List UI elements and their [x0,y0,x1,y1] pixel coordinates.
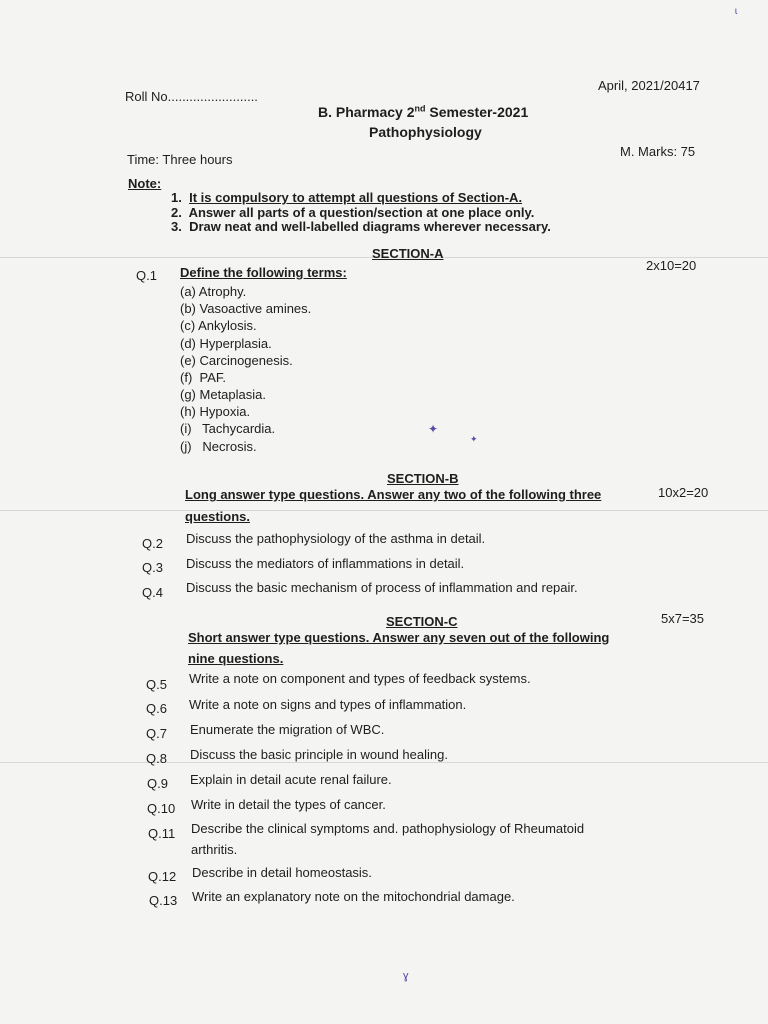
question-number: Q.10 [147,801,176,816]
program-title: B. Pharmacy 2nd Semester-2021 [318,103,529,120]
ink-speck-icon: ɩ [735,6,738,17]
question-text: Write a note on signs and types of inflammation. [189,697,467,712]
note-item: 1. It is compulsory to attempt all questions of Section-A. [171,190,523,205]
exam-duration: Time: Three hours [127,152,233,167]
section-c-marks: 5x7=35 [661,611,705,626]
question-text: Explain in detail acute renal failure. [190,772,392,787]
question-number: Q.13 [149,893,178,908]
question-number: Q.3 [142,560,163,575]
section-a-title: SECTION-A [372,246,444,261]
question-number: Q.6 [146,701,167,716]
question-number: Q.4 [142,585,163,600]
question-number: Q.2 [142,536,163,551]
question-text: Describe in detail homeostasis. [192,865,372,880]
question-number: Q.11 [148,826,176,841]
section-b-instruction: Long answer type questions. Answer any two of the following three [185,487,602,502]
note-item: 3. Draw neat and well-labelled diagrams wherever necessary. [171,219,551,234]
list-item: (j) Necrosis. [180,439,257,454]
date-code: April, 2021/20417 [598,78,700,93]
fold-line [0,510,768,511]
list-item: (b) Vasoactive amines. [180,301,312,316]
question-text: Discuss the pathophysiology of the asthma in detail. [186,531,486,546]
question-number: Q.12 [148,869,177,884]
question-text: Discuss the mediators of inflammations in detail. [186,556,465,571]
list-item: (f) PAF. [180,370,227,385]
note-item: 2. Answer all parts of a question/section at one place only. [171,205,535,220]
fold-line [0,762,768,763]
list-item: (d) Hyperplasia. [180,336,272,351]
question-number: Q.9 [147,776,168,791]
section-b-marks: 10x2=20 [658,485,709,500]
question-text: Discuss the basic principle in wound healing. [190,747,448,762]
section-c-instruction-cont: nine questions. [188,651,284,666]
question-text: Write a note on component and types of feedback systems. [189,671,531,686]
question-text-cont: arthritis. [191,842,238,857]
roll-number-field: Roll No......................... [125,89,258,104]
question-number: Q.1 [136,268,157,283]
question-text: Define the following terms: [180,265,347,280]
max-marks: M. Marks: 75 [620,144,696,159]
ink-speck-icon: ✦ [470,434,478,444]
question-number: Q.7 [146,726,167,741]
question-number: Q.5 [146,677,167,692]
question-number: Q.8 [146,751,167,766]
list-item: (e) Carcinogenesis. [180,353,293,368]
question-text: Enumerate the migration of WBC. [190,722,385,737]
list-item: (i) Tachycardia. [180,421,276,436]
section-a-marks: 2x10=20 [646,258,697,273]
section-c-title: SECTION-C [386,614,458,629]
list-item: (c) Ankylosis. [180,318,257,333]
question-text: Write in detail the types of cancer. [191,797,386,812]
list-item: (g) Metaplasia. [180,387,266,402]
section-b-instruction-cont: questions. [185,509,251,524]
section-c-instruction: Short answer type questions. Answer any seven out of the following [188,630,610,645]
ink-speck-icon: ✦ [428,422,439,436]
note-label: Note: [128,176,162,191]
ink-speck-icon: ɣ [403,970,409,982]
question-text: Write an explanatory note on the mitochondrial damage. [192,889,515,904]
question-text: Describe the clinical symptoms and. pathophysiology of Rheumatoid [191,821,585,836]
section-b-title: SECTION-B [387,471,459,486]
question-text: Discuss the basic mechanism of process of inflammation and repair. [186,580,578,595]
subject-title: Pathophysiology [369,124,482,140]
list-item: (a) Atrophy. [180,284,247,299]
list-item: (h) Hypoxia. [180,404,251,419]
